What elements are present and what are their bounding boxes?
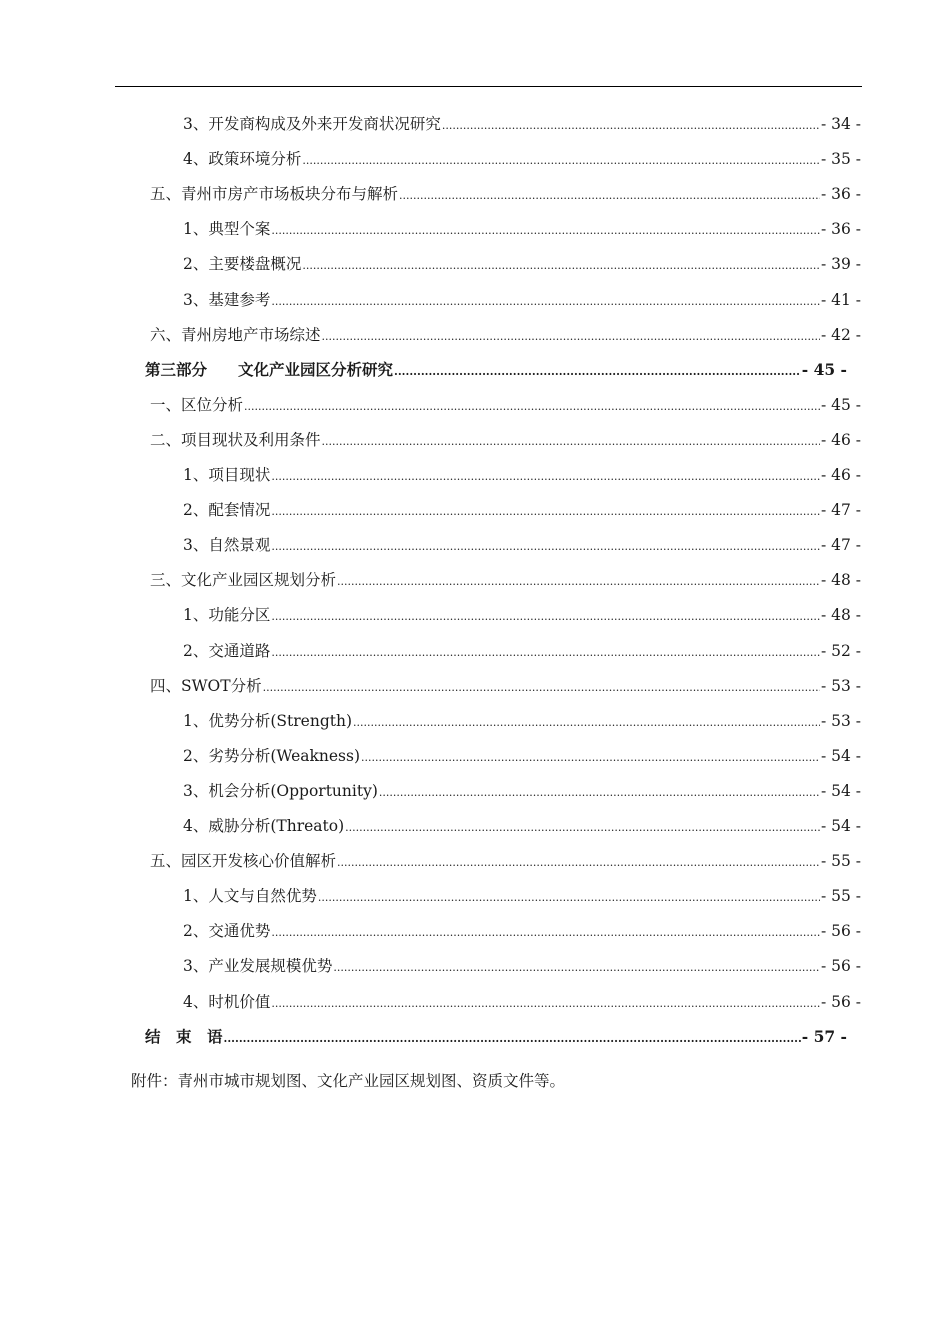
toc-leader-dots (442, 116, 820, 136)
toc-entry-label: 二、项目现状及利用条件 (150, 430, 321, 449)
toc-entry[interactable] (150, 430, 861, 452)
toc-leader-dots (394, 362, 801, 382)
toc-entry[interactable] (183, 149, 861, 171)
toc-entry[interactable] (150, 184, 861, 206)
toc-entry[interactable] (183, 746, 861, 768)
toc-entry-label: 1、优势分析(Strength) (183, 711, 353, 730)
toc-leader-dots (399, 186, 820, 206)
toc-leader-dots (333, 958, 820, 978)
toc-entry-page: - 46 - (820, 466, 861, 484)
toc-entry-label: 4、时机价值 (183, 992, 271, 1011)
toc-entry-page: - 54 - (820, 746, 861, 765)
toc-part-heading[interactable] (145, 360, 847, 382)
toc-entry-label: 1、项目现状 (183, 466, 271, 484)
toc-entry-label: 一、区位分析 (150, 395, 244, 414)
toc-entry[interactable] (150, 851, 861, 873)
toc-entry-label: 1、功能分区 (183, 606, 271, 625)
toc-entry-label: 2、配套情况 (183, 501, 271, 520)
toc-entry[interactable] (150, 676, 861, 698)
toc-leader-dots (353, 713, 820, 733)
toc-entry-label: 3、机会分析(Opportunity) (183, 781, 378, 800)
toc-entry-page: - 53 - (820, 711, 861, 730)
toc-entry[interactable] (183, 886, 861, 908)
toc-entry-page: - 48 - (820, 606, 861, 625)
toc-leader-dots (271, 221, 820, 241)
toc-entry-page: - 34 - (820, 115, 861, 133)
toc-leader-dots (361, 748, 820, 768)
toc-entry-page: - 42 - (820, 325, 861, 344)
toc-entry-label: 1、人文与自然优势 (183, 887, 317, 906)
toc-entry-label: 4、政策环境分析 (183, 150, 302, 169)
toc-entry-label: 2、交通道路 (183, 641, 271, 660)
toc-part-heading[interactable] (145, 1027, 847, 1049)
toc-entry-page: - 54 - (820, 781, 861, 800)
toc-leader-dots (271, 923, 820, 943)
toc-leader-dots (337, 572, 820, 592)
toc-leader-dots (318, 888, 820, 908)
toc-entry-page: - 46 - (820, 430, 861, 449)
toc-entry[interactable] (183, 465, 861, 487)
toc-entry-page: - 55 - (820, 887, 861, 906)
toc-entry-page: - 56 - (820, 922, 861, 941)
toc-entry-label: 3、产业发展规模优势 (183, 957, 333, 976)
toc-entry[interactable] (183, 605, 861, 627)
toc-entry[interactable] (183, 500, 861, 522)
toc-entry[interactable] (183, 114, 861, 136)
header-rule (115, 86, 862, 87)
toc-leader-dots (379, 783, 820, 803)
toc-entry-label: 2、劣势分析(Weakness) (183, 746, 360, 765)
toc-leader-dots (271, 537, 820, 557)
toc-entry-page: - 45 - (801, 359, 847, 379)
toc-entry-label: 1、典型个案 (183, 220, 271, 239)
toc-entry-page: - 48 - (820, 571, 861, 590)
toc-entry-page: - 45 - (820, 395, 861, 414)
toc-entry-label: 3、开发商构成及外来开发商状况研究 (183, 115, 441, 133)
toc-entry-page: - 53 - (820, 676, 861, 695)
toc-entry-page: - 52 - (820, 641, 861, 660)
toc-entry-label: 四、SWOT分析 (150, 676, 262, 695)
toc-entry-page: - 55 - (820, 852, 861, 871)
toc-entry-label: 六、青州房地产市场综述 (150, 325, 321, 344)
toc-leader-dots (302, 256, 820, 276)
toc-entry[interactable] (183, 641, 861, 663)
toc-leader-dots (271, 994, 820, 1014)
appendix-note: 附件：青州市城市规划图、文化产业园区规划图、资质文件等。 (131, 1072, 566, 1090)
toc-leader-dots (244, 397, 820, 417)
toc-leader-dots (271, 643, 820, 663)
toc-entry-page: - 39 - (820, 255, 861, 274)
toc-entry-label: 3、自然景观 (183, 536, 271, 555)
toc-entry[interactable] (150, 395, 861, 417)
toc-entry-page: - 56 - (820, 957, 861, 976)
toc-entry[interactable] (183, 219, 861, 241)
toc-entry-label: 3、基建参考 (183, 290, 271, 309)
toc-entry[interactable] (183, 535, 861, 557)
toc-entry-page: - 35 - (820, 150, 861, 169)
toc-entry-page: - 47 - (820, 536, 861, 555)
toc-leader-dots (345, 818, 820, 838)
toc-entry-page: - 41 - (820, 290, 861, 309)
toc-entry[interactable] (150, 325, 861, 347)
toc-leader-dots (271, 292, 820, 312)
toc-leader-dots (271, 607, 820, 627)
toc-entry-page: - 54 - (820, 817, 861, 835)
toc-entry-page: - 57 - (801, 1026, 847, 1046)
toc-leader-dots (322, 327, 820, 347)
toc-leader-dots (263, 678, 820, 698)
toc-entry[interactable] (183, 290, 861, 312)
toc-entry[interactable] (183, 711, 861, 733)
toc-entry[interactable] (183, 781, 861, 803)
toc-leader-dots (322, 432, 820, 452)
toc-entry[interactable] (183, 992, 861, 1014)
toc-leader-dots (302, 151, 820, 171)
toc-entry[interactable] (183, 956, 861, 978)
toc-leader-dots (271, 502, 820, 522)
toc-entry-label: 第三部分 文化产业园区分析研究 (145, 359, 394, 379)
toc-entry-label: 2、主要楼盘概况 (183, 255, 302, 274)
toc-entry[interactable] (183, 816, 861, 838)
toc-leader-dots (337, 853, 820, 873)
toc-entry-page: - 36 - (820, 220, 861, 239)
toc-entry[interactable] (183, 921, 861, 943)
toc-entry[interactable] (183, 254, 861, 276)
toc-entry[interactable] (150, 570, 861, 592)
toc-entry-page: - 36 - (820, 185, 861, 204)
toc-leader-dots (271, 467, 820, 487)
toc-entry-label: 4、威胁分析(Threato) (183, 817, 345, 835)
toc-entry-label: 五、园区开发核心价值解析 (150, 852, 337, 871)
toc-entry-label: 五、青州市房产市场板块分布与解析 (150, 185, 399, 204)
toc-entry-label: 三、文化产业园区规划分析 (150, 571, 337, 590)
toc-entry-label: 2、交通优势 (183, 922, 271, 941)
toc-entry-page: - 56 - (820, 992, 861, 1011)
toc-leader-dots (224, 1029, 801, 1049)
toc-entry-label: 结 束 语 (145, 1026, 223, 1046)
toc-entry-page: - 47 - (820, 501, 861, 520)
